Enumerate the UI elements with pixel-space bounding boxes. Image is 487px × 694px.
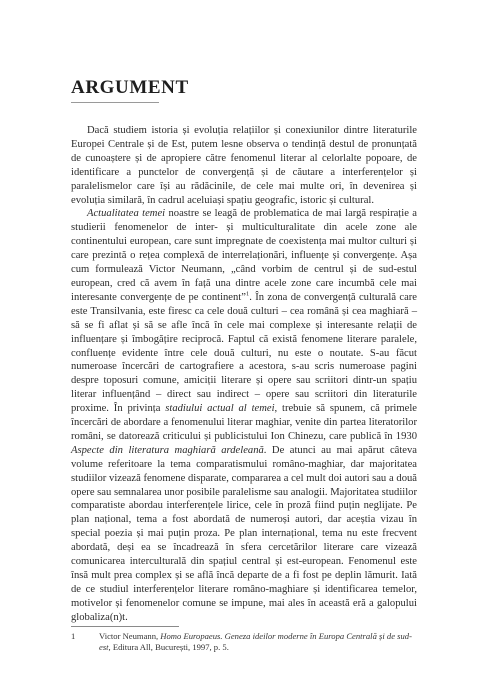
paragraph-text: Dacă studiem istoria și evoluția relațiilor și conexiunilor dintre literaturile Europei Centrale și de Est, putem lesne observa o tendință destul de pronunțată de cunoaștere și de apropiere către fenomenul literar al celorlalte popoare, de identificare a punctelor de convergență și de căutare a interferențelor și paralelismelor care își au rădăcinile, de cele mai multe ori, în devenirea și evoluția similară, în cadrul aceluiași spațiu geografic, istoric și cultural. bbox=[71, 125, 417, 206]
footnote-author: Victor Neumann, bbox=[99, 631, 161, 641]
italic-phrase: stadiului actual al temei bbox=[165, 403, 275, 415]
italic-phrase: Actualitatea temei bbox=[87, 208, 166, 220]
footnote-text bbox=[99, 631, 417, 653]
paragraph-text: , trebuie să spunem, că primele încercări de abordare a fenomenului literar maghiar, venite din partea literatorilor români, se datorează criticului și publicistului Ion Chinezu, care publică în 1930 bbox=[71, 403, 417, 442]
paragraph-text: . De atunci au mai apărut câteva volume referitoare la tema comparatismului româno-maghiar, dar majoritatea studiilor vizează fenomene disparate, compararea a cel mult doi autori sau a două opere sau semnalarea unor posibile paralelisme sau analogii. Majoritatea studiilor comparatiste abordau interferențele lirice, cele în proză fiind puțin neglijate. Pe plan național, tema a fost abordată de numeroși autori, dar aceștia vizau în special poezia și mai puțin proza. Pe plan internațional, tema nu este frecvent abordată, deși ea se încadrează în sfera cercetărilor literare care vizează comunicarea interculturală din spațiul central și est-european. Fenomenul este însă mult prea complex și se află încă departe de a fi fost pe deplin lămurit. Iată de ce studiul interferențelor literare româno-maghiare și identificarea temelor, motivelor și fenomenelor comune se impune, mai ales în această eră a galopului globaliza(n)t. bbox=[71, 444, 417, 623]
paragraph-2 bbox=[71, 207, 417, 624]
chapter-heading: ARGUMENT bbox=[71, 77, 189, 98]
footnote-separator bbox=[71, 626, 179, 627]
footnote-publisher: , Editura All, București, 1997, p. 5. bbox=[108, 642, 229, 652]
footnote bbox=[71, 631, 417, 653]
paragraph-text: . În zona de convergență culturală care este Transilvania, este firesc ca cele două culturi – cea română și cea maghiară – să se fi aflat și să se afle încă în cele mai complexe și interesante relații de influențare și îmbogățire reciprocă. Faptul că există fenomene literare paralele, confluențe evidente între cele două culturi, nu este o noutate. S-au făcut numeroase încercări de cartografiere a acestora, s-au scris numeroase pagini despre toposuri comune, amiciții literare și opere sau scriitori dintr-un spațiu literar influențând – direct sau indirect – opere sau scriitori din literaturile proxime. În privința bbox=[71, 291, 417, 415]
body-text bbox=[71, 124, 417, 625]
footnote-reference[interactable]: 1 bbox=[245, 290, 250, 298]
footnote-book-title: Homo Europaeus. Geneza ideilor moderne în Europa Centrală și de sud-est bbox=[99, 631, 412, 652]
footnote-number: 1 bbox=[71, 631, 76, 641]
heading-underline bbox=[71, 102, 159, 103]
paragraph-1 bbox=[71, 124, 417, 207]
paragraph-text: noastre se leagă de problematica de mai largă respirație a studierii fenomenelor de inter- și multiculturalitate din acele zone ale continentului european, care sunt impregnate de coexistența mai multor culturi și care prezintă o rețea complexă de interrelaționări, influențe și convergențe. Așa cum formulează Victor Neumann, „când vorbim de centrul și de sud-estul european, cred că avem în față una dintre acele zone care incumbă cele mai interesante convergențe de pe continent” bbox=[71, 208, 417, 303]
italic-book-title: Aspecte din literatura maghiară ardeleană bbox=[71, 444, 264, 456]
